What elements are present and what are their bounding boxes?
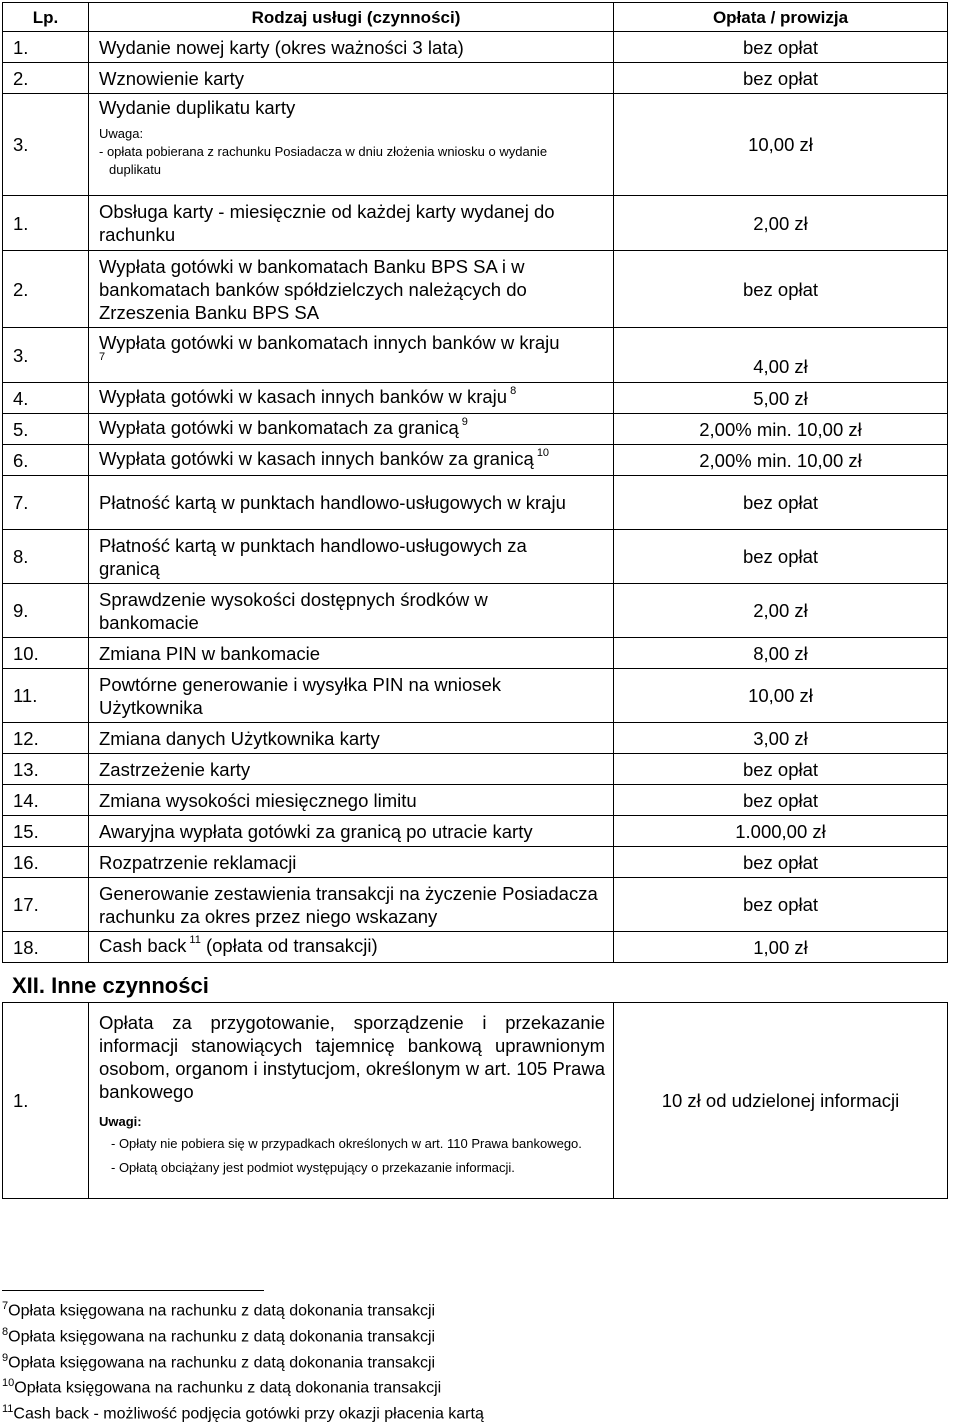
table-row: [3, 723, 948, 754]
note-heading: Uwaga:: [99, 126, 144, 141]
row-lp: 16.: [3, 847, 89, 878]
row-lp: 3.: [3, 94, 89, 196]
row-fee: bez opłat: [614, 32, 948, 63]
table-row-duplicate: [3, 94, 948, 196]
row-service-block: [89, 328, 614, 383]
table-row: [3, 1003, 948, 1199]
row-fee: 10,00 zł: [614, 94, 948, 196]
footnote-number: 7: [2, 1300, 9, 1312]
row-lp: 13.: [3, 754, 89, 785]
row-fee: 2,00% min. 10,00 zł: [614, 445, 948, 476]
row-service: Sprawdzenie wysokości dostępnych środków w bankomacie: [89, 584, 614, 638]
row-service-block: [89, 383, 614, 414]
row-lp: 10.: [3, 638, 89, 669]
other-activities-table: [2, 1002, 948, 1199]
notes-list: [99, 1135, 605, 1177]
row-service: Wydanie nowej karty (okres ważności 3 lata): [89, 32, 614, 63]
table-row: [3, 383, 948, 414]
row-fee: bez opłat: [614, 878, 948, 932]
table-row: [3, 251, 948, 328]
header-lp: Lp.: [3, 3, 89, 32]
row-fee: 8,00 zł: [614, 638, 948, 669]
row-fee: bez opłat: [614, 63, 948, 94]
row-service: Wydanie duplikatu karty: [99, 97, 296, 118]
row-fee: bez opłat: [614, 530, 948, 584]
table-row: [3, 878, 948, 932]
row-service: Zmiana danych Użytkownika karty: [89, 723, 614, 754]
table-row: [3, 584, 948, 638]
table-row: [3, 328, 948, 383]
fee-value: 5,00 zł: [753, 387, 808, 409]
footnote-number: 11: [2, 1403, 14, 1416]
row-lp: 1.: [3, 1003, 89, 1199]
row-lp: 12.: [3, 723, 89, 754]
row-lp: 5.: [3, 414, 89, 445]
table-row: [3, 445, 948, 476]
table-row: [3, 932, 948, 963]
row-fee: 2,00 zł: [614, 196, 948, 251]
row-service: Wypłata gotówki w bankomatach Banku BPS SA i w bankomatach banków spółdzielczych należących do Zrzeszenia Banku BPS SA: [89, 251, 614, 328]
row-fee: bez opłat: [614, 785, 948, 816]
row-lp: 15.: [3, 816, 89, 847]
footnote: [2, 1373, 484, 1399]
table-row: [3, 754, 948, 785]
footnote: [2, 1399, 484, 1425]
row-service: Cash back: [99, 934, 187, 956]
footnote-number: 9: [2, 1351, 9, 1364]
footnote-text: Opłata księgowana na rachunku z datą dokonania transakcji: [8, 1328, 436, 1346]
table-row: [3, 63, 948, 94]
row-lp: 2.: [3, 251, 89, 328]
row-service-block: [89, 932, 614, 963]
row-lp: 3.: [3, 328, 89, 383]
row-service: Zastrzeżenie karty: [89, 754, 614, 785]
row-service: Zmiana wysokości miesięcznego limitu: [89, 785, 614, 816]
footnote-text: Opłata księgowana na rachunku z datą dokonania transakcji: [8, 1302, 436, 1320]
note-item: - Opłaty nie pobiera się w przypadkach określonych w art. 110 Prawa bankowego.: [111, 1136, 582, 1151]
row-fee: bez opłat: [614, 847, 948, 878]
row-service: Wypłata gotówki w kasach innych banków za granicą: [99, 447, 534, 469]
row-fee: 2,00 zł: [614, 584, 948, 638]
row-fee: 4,00 zł: [614, 328, 948, 383]
row-service: Wypłata gotówki w bankomatach za granicą: [99, 416, 459, 438]
row-service: Wypłata gotówki w bankomatach innych banków w kraju: [99, 332, 560, 353]
footnote: [2, 1322, 484, 1348]
header-fee: Opłata / prowizja: [614, 3, 948, 32]
row-service: Powtórne generowanie i wysyłka PIN na wniosek Użytkownika: [89, 669, 614, 723]
table-row: [3, 414, 948, 445]
note-text: - opłata pobierana z rachunku Posiadacza w dniu złożenia wniosku o wydanie duplikatu: [99, 144, 548, 177]
row-service: Awaryjna wypłata gotówki za granicą po utracie karty: [89, 816, 614, 847]
row-fee: bez opłat: [614, 476, 948, 530]
table-header-row: [3, 3, 948, 32]
footnote-divider: [2, 1290, 264, 1291]
section-title: XII. Inne czynności: [12, 973, 209, 998]
row-service-block: [89, 414, 614, 445]
fee-table: [2, 2, 948, 963]
row-lp: 17.: [3, 878, 89, 932]
footnote-ref: 10: [536, 446, 550, 459]
row-service: Opłata za przygotowanie, sporządzenie i przekazanie informacji stanowiących tajemnicę bankową uprawnionym osobom, organom i instytucjom, określonym w art. 105 Prawa bankowego: [99, 1012, 605, 1102]
row-lp: 1.: [3, 196, 89, 251]
row-service: Płatność kartą w punktach handlowo-usługowych w kraju: [89, 476, 614, 530]
row-service: Wypłata gotówki w kasach innych banków w kraju: [99, 385, 508, 407]
row-fee: [614, 383, 948, 414]
table-row: [3, 476, 948, 530]
row-lp: 4.: [3, 383, 89, 414]
table-row: [3, 785, 948, 816]
row-lp: 2.: [3, 63, 89, 94]
row-fee: 10,00 zł: [614, 669, 948, 723]
footnote-text: Cash back - możliwość podjęcia gotówki przy okazji płacenia kartą: [13, 1405, 484, 1423]
notes-heading: Uwagi:: [99, 1114, 142, 1129]
row-service: Płatność kartą w punktach handlowo-usługowych za granicą: [89, 530, 614, 584]
row-lp: 1.: [3, 32, 89, 63]
table-row: [3, 847, 948, 878]
note-item: - Opłatą obciążany jest podmiot występujący o przekazanie informacji.: [111, 1160, 515, 1175]
footnotes: [2, 1296, 484, 1425]
row-service: Rozpatrzenie reklamacji: [89, 847, 614, 878]
table-row: [3, 196, 948, 251]
footnote-number: 8: [2, 1325, 9, 1338]
footnote-number: 10: [2, 1377, 15, 1390]
table-row: [3, 669, 948, 723]
row-lp: 14.: [3, 785, 89, 816]
row-fee: 10 zł od udzielonej informacji: [614, 1003, 948, 1199]
header-service: Rodzaj usługi (czynności): [89, 3, 614, 32]
footnote-ref: 11: [189, 933, 201, 946]
row-service: Zmiana PIN w bankomacie: [89, 638, 614, 669]
row-fee: bez opłat: [614, 754, 948, 785]
table-row: [3, 638, 948, 669]
table-row: [3, 32, 948, 63]
table-row: [3, 530, 948, 584]
row-service: Obsługa karty - miesięcznie od każdej karty wydanej do rachunku: [89, 196, 614, 251]
footnote: [2, 1348, 484, 1374]
row-service: Wznowienie karty: [89, 63, 614, 94]
row-fee: 1,00 zł: [614, 932, 948, 963]
footnote-ref: 8: [510, 384, 517, 397]
row-lp: 11.: [3, 669, 89, 723]
row-fee: 1.000,00 zł: [614, 816, 948, 847]
footnote-ref: 7: [99, 351, 106, 363]
footnote-text: Opłata księgowana na rachunku z datą dokonania transakcji: [8, 1353, 436, 1371]
row-lp: 9.: [3, 584, 89, 638]
row-service-block: [89, 1003, 614, 1199]
row-fee: bez opłat: [614, 251, 948, 328]
footnote-ref: 9: [461, 415, 468, 428]
footnote: [2, 1296, 484, 1322]
row-service-block: [89, 445, 614, 476]
footnote-text: Opłata księgowana na rachunku z datą dokonania transakcji: [14, 1379, 442, 1397]
row-service-block: [89, 94, 614, 196]
table-row: [3, 816, 948, 847]
row-lp: 8.: [3, 530, 89, 584]
row-fee: 2,00% min. 10,00 zł: [614, 414, 948, 445]
row-lp: 7.: [3, 476, 89, 530]
row-lp: 18.: [3, 932, 89, 963]
row-service-suffix: (opłata od transakcji): [205, 934, 378, 956]
row-fee: 3,00 zł: [614, 723, 948, 754]
row-service: Generowanie zestawienia transakcji na życzenie Posiadacza rachunku za okres przez niego wskazany: [89, 878, 614, 932]
row-lp: 6.: [3, 445, 89, 476]
